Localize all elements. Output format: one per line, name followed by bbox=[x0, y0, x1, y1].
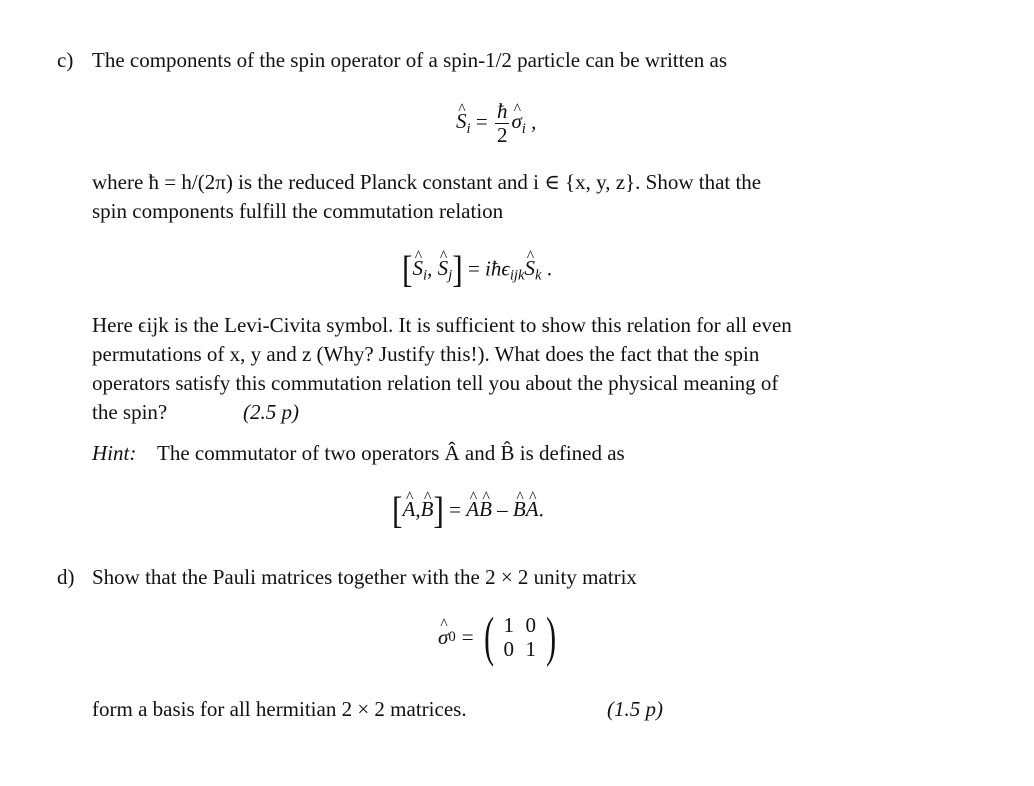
eq1-rhs-sub: i bbox=[521, 120, 526, 137]
eq3-a: ^ A bbox=[403, 497, 416, 522]
part-d-points: (1.5 p) bbox=[607, 697, 663, 721]
eq2-equals: = bbox=[467, 256, 480, 281]
eq2-right-bracket: ] bbox=[452, 248, 463, 291]
eq2-tail: . bbox=[546, 256, 553, 281]
eq2-b: ^ S bbox=[438, 256, 449, 281]
eq1-num: ħ bbox=[496, 99, 508, 123]
commutation-relation-equation bbox=[402, 248, 553, 291]
matrix-left-paren: ( bbox=[483, 606, 494, 667]
eq4-equals: = bbox=[461, 624, 474, 649]
eq3-comma: , bbox=[415, 497, 421, 522]
eq2-b-sub: j bbox=[448, 267, 453, 284]
part-d-closing: form a basis for all hermitian 2 × 2 matrices. bbox=[92, 697, 467, 721]
where-line-1: where ħ = h/(2π) is the reduced Planck constant and i ∈ {x, y, z}. Show that the bbox=[92, 170, 762, 194]
eq1-rhs: ^ σ bbox=[511, 109, 521, 134]
eq1-equals: = bbox=[475, 109, 488, 134]
matrix-cell: 1 bbox=[503, 613, 514, 638]
part-c-label: c) bbox=[57, 48, 74, 72]
matrix-cell: 0 bbox=[525, 613, 536, 638]
matrix-cell: 1 bbox=[525, 637, 536, 662]
here-line-1: Here ϵijk is the Levi-Civita symbol. It is sufficient to show this relation for all even bbox=[92, 313, 792, 337]
eq3-tail: . bbox=[538, 497, 544, 522]
spin-operator-equation bbox=[456, 100, 536, 147]
where-line-2: spin components fulfill the commutation relation bbox=[92, 199, 504, 223]
eq3-term2-a: ^ B bbox=[513, 497, 526, 522]
eq2-rhs-prefix: iħϵ bbox=[485, 256, 510, 281]
eq1-lhs: ^ S bbox=[456, 109, 467, 134]
eq2-a-sub: i bbox=[423, 267, 428, 284]
eq2-comma: , bbox=[427, 256, 433, 281]
eq1-lhs-sub: i bbox=[466, 120, 471, 137]
eq1-tail: , bbox=[531, 109, 537, 134]
unity-matrix bbox=[498, 613, 542, 661]
eq1-den: 2 bbox=[496, 123, 508, 148]
eq3-term1-b: ^ B bbox=[479, 497, 492, 522]
here-line-3: operators satisfy this commutation relation tell you about the physical meaning of bbox=[92, 371, 779, 395]
eq4-lhs-sub: 0 bbox=[448, 628, 456, 645]
eq2-left-bracket: [ bbox=[402, 248, 413, 291]
unity-matrix-equation bbox=[438, 606, 560, 667]
eq1-fraction bbox=[495, 100, 510, 147]
eq2-a: ^ S bbox=[413, 256, 424, 281]
hint-label: Hint: bbox=[92, 441, 137, 465]
part-c-intro: The components of the spin operator of a spin-1/2 particle can be written as bbox=[92, 48, 728, 72]
hint-text: The commutator of two operators Â and B̂ is defined as bbox=[157, 441, 625, 465]
eq3-right-bracket: ] bbox=[433, 489, 444, 532]
here-line-4: the spin? bbox=[92, 400, 168, 424]
matrix-cell: 0 bbox=[503, 637, 514, 662]
eq3-term1-a: ^ A bbox=[466, 497, 479, 522]
commutator-definition-equation bbox=[392, 489, 544, 532]
part-d-intro: Show that the Pauli matrices together with the 2 × 2 unity matrix bbox=[92, 565, 637, 589]
eq4-lhs: ^ σ bbox=[438, 625, 448, 650]
eq2-rhs-op: ^ S bbox=[525, 256, 536, 281]
eq2-rhs-prefix-sub: ijk bbox=[509, 267, 525, 284]
eq3-minus: – bbox=[497, 497, 508, 522]
eq3-left-bracket: [ bbox=[392, 489, 403, 532]
matrix-right-paren: ) bbox=[545, 606, 556, 667]
eq3-b: ^ B bbox=[421, 497, 434, 522]
part-d-label: d) bbox=[57, 565, 75, 589]
eq3-equals: = bbox=[449, 497, 461, 522]
here-line-2: permutations of x, y and z (Why? Justify this!). What does the fact that the spin bbox=[92, 342, 760, 366]
eq3-term2-b: ^ A bbox=[526, 497, 539, 522]
eq2-rhs-op-sub: k bbox=[535, 267, 542, 284]
part-c-points: (2.5 p) bbox=[243, 400, 299, 424]
